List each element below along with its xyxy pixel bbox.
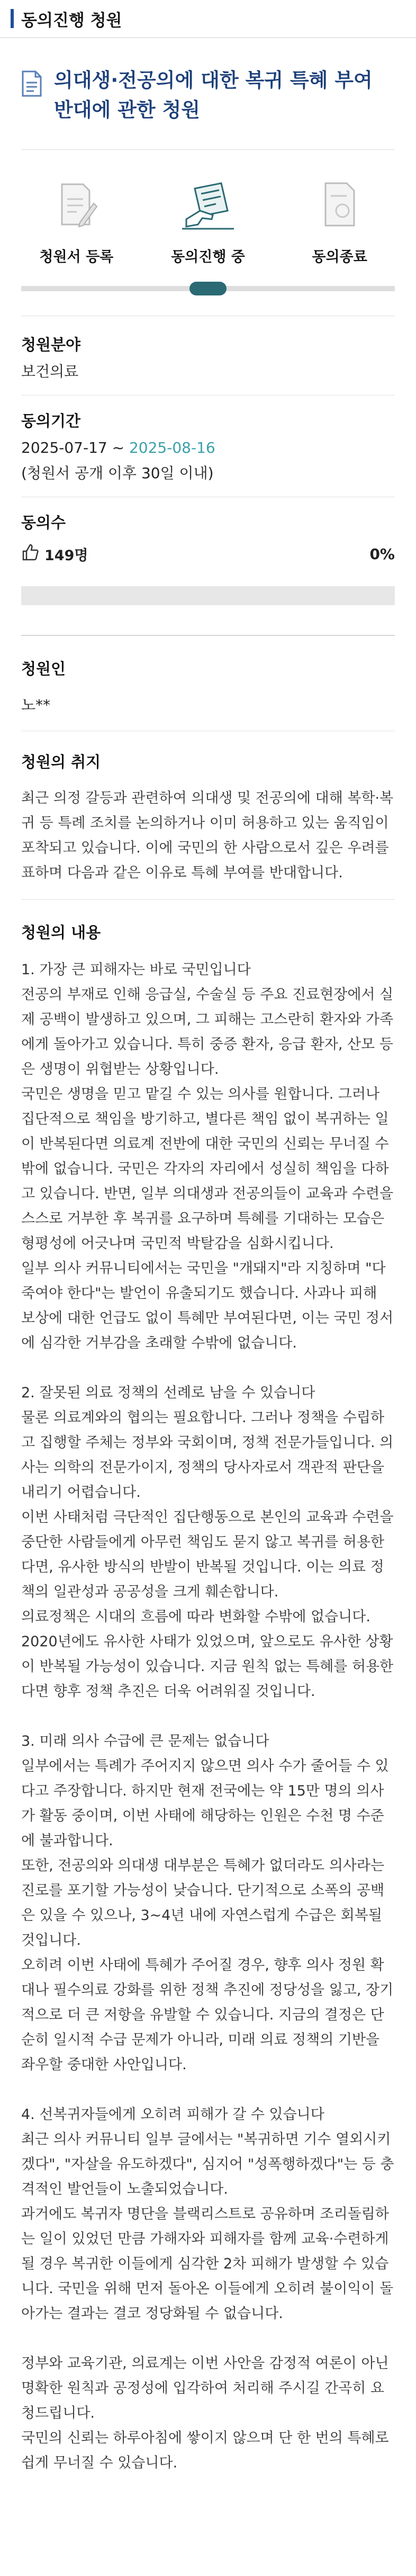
petitioner-section — [21, 657, 395, 718]
count-value: 149명 — [44, 547, 88, 564]
progress-steps — [11, 175, 405, 295]
purpose-label: 청원의 취지 — [21, 753, 101, 771]
step-closed — [282, 175, 398, 295]
document-pen-icon — [18, 175, 134, 234]
content-paragraph: 4. 선복귀자들에게 오히려 피해가 갈 수 있습니다 최근 의사 커뮤니티 일부 글에서는 "복귀하면 기수 열외시키겠다", "자살을 유도하겠다", 심지어 "성폭행하겠다"는 등 충격적인 발언들이 노출되었습니다. 과거에도 복귀자 명단을 블랙리스트로 공유하며 조리돌림하는 일이 있었던 만큼 가해자와 피해자를 함께 교육·수련하게 될 경우 복귀한 이들에게 심각한 2차 피해가 발생할 수 있습니다. 국민을 위해 먼저 돌아온 이들에게 오히려 불이익이 돌아가는 결과는 결코 정당화될 수 없습니다. — [21, 2106, 394, 2322]
period-end: 2025-08-16 — [129, 439, 215, 456]
stamped-document-icon — [282, 175, 398, 234]
step-label: 동의진행 중 — [171, 249, 245, 265]
period-range — [21, 435, 395, 461]
step-label: 청원서 등록 — [39, 249, 114, 265]
step-registration — [18, 175, 134, 295]
petitioner-name: 노** — [21, 696, 51, 714]
purpose-section — [21, 750, 395, 885]
page-header — [0, 0, 416, 38]
divider — [21, 899, 395, 900]
info-count — [21, 511, 395, 605]
info-period — [21, 409, 395, 486]
period-note: (청원서 공개 이후 30일 이내) — [21, 464, 214, 482]
content-paragraph: 3. 미래 의사 수급에 큰 문제는 없습니다 일부에서는 특례가 주어지지 않으면 의사 수가 줄어들 수 있다고 주장합니다. 하지만 현재 전국에는 약 15만 명의 의사가 활동 중이며, 이번 사태에 해당하는 인원은 수천 명 수준에 불과합니다. 또한, 전공의와 의대생 대부분은 특혜가 없더라도 의사라는 진로를 포기할 가능성이 낮습니다. 단기적으로 소폭의 공백은 있을 수 있으나, 3~4년 내에 자연스럽게 수급은 회복될 것입니다. 오히려 이번 사태에 특혜가 주어질 경우, 향후 의사 정원 확대나 필수의료 강화를 위한 정책 추진에 정당성을 잃고, 장기적으로 더 큰 저항을 유발할 수 있습니다. 지금의 결정은 단순히 일시적 수급 문제가 아니라, 미래 의료 정책의 기반을 좌우할 중대한 사안입니다. — [21, 1733, 394, 2073]
thumbs-up-icon — [21, 543, 39, 565]
divider — [21, 635, 395, 636]
purpose-text: 최근 의정 갈등과 관련하여 의대생 및 전공의에 대해 복학·복귀 등 특례 조치를 논의하거나 이미 허용하고 있는 움직임이 포착되고 있습니다. 이에 국민의 한 사람으로서 깊은 우려를 표하며 다음과 같은 이유로 특혜 부여를 반대합니다. — [21, 790, 394, 881]
progress-percent: 0% — [369, 545, 395, 563]
petition-header — [0, 38, 416, 125]
divider — [21, 395, 395, 396]
petitioner-label: 청원인 — [21, 660, 66, 678]
document-icon — [21, 70, 42, 100]
period-start: 2025-07-17 ~ — [21, 439, 129, 456]
page-title: 동의진행 청원 — [21, 11, 122, 30]
field-label: 청원분야 — [21, 336, 81, 354]
title-accent-bar — [11, 9, 14, 28]
content-label: 청원의 내용 — [21, 923, 101, 941]
content-paragraph: 정부와 교육기관, 의료계는 이번 사안을 감정적 여론이 아닌 명확한 원칙과 공정성에 입각하여 처리해 주시길 간곡히 요청드립니다. 국민의 신뢰는 하루아침에 쌓이지 않으며 단 한 번의 특혜로 쉽게 무너질 수 있습니다. — [21, 2355, 389, 2471]
field-value: 보건의료 — [21, 363, 79, 380]
petition-title: 의대생·전공의에 대한 복귀 특혜 부여 반대에 관한 청원 — [54, 69, 373, 121]
count-label: 동의수 — [21, 514, 66, 532]
progress-bar — [21, 586, 395, 605]
divider — [21, 149, 395, 150]
hand-signing-icon — [150, 175, 266, 234]
content-section — [21, 921, 395, 2475]
step-label: 동의종료 — [312, 249, 367, 265]
content-paragraph: 2. 잘못된 의료 정책의 선례로 남을 수 있습니다 물론 의료계와의 협의는 필요합니다. 그러나 정책을 수립하고 집행할 주체는 정부와 국회이며, 정책 전문가들입니다. 의사는 의학의 전문가이지, 정책의 당사자로서 객관적 판단을 내리기 어렵습니다. 이번 사태처럼 극단적인 집단행동으로 본인의 교육과 수련을 중단한 사람들에게 아무런 책임도 묻지 않고 복귀를 허용한다면, 유사한 방식의 반발이 반복될 것입니다. 이는 의료 정책의 일관성과 공공성을 크게 훼손합니다. 의료정책은 시대의 흐름에 따라 변화할 수밖에 없습니다. 2020년에도 유사한 사태가 있었으며, 앞으로도 유사한 상황이 반복될 가능성이 있습니다. 지금 원칙 없는 특혜를 허용한다면 향후 정책 추진은 더욱 어려워질 것입니다. — [21, 1385, 394, 1700]
step-in-progress — [150, 175, 266, 295]
period-label: 동의기간 — [21, 412, 81, 430]
info-field — [21, 333, 395, 384]
active-step-indicator — [189, 282, 227, 295]
content-paragraph: 1. 가장 큰 피해자는 바로 국민입니다 전공의 부재로 인해 응급실, 수술실 등 주요 진료현장에서 실제 공백이 발생하고 있으며, 그 피해는 고스란히 환자와 가족에게 돌아가고 있습니다. 특히 중증 환자, 응급 환자, 산모 등은 생명이 위협받는 상황입니다. 국민은 생명을 믿고 맡길 수 있는 의사를 원합니다. 그러나 집단적으로 책임을 방기하고, 별다른 책임 없이 복귀하는 일이 반복된다면 의료계 전반에 대한 국민의 신뢰는 무너질 수밖에 없습니다. 국민은 각자의 자리에서 성실히 책임을 다하고 있습니다. 반면, 일부 의대생과 전공의들이 교육과 수련을 스스로 거부한 후 복귀를 요구하며 특혜를 기대하는 모습은 형평성에 어긋나며 국민적 박탈감을 심화시킵니다. 일부 의사 커뮤니티에서는 국민을 "개돼지"라 지칭하며 "다 죽여야 한다"는 발언이 유출되기도 했습니다. 사과나 피해 보상에 대한 언급도 없이 특혜만 부여된다면, 이는 국민 정서에 심각한 거부감을 초래할 수밖에 없습니다. — [21, 962, 394, 1351]
